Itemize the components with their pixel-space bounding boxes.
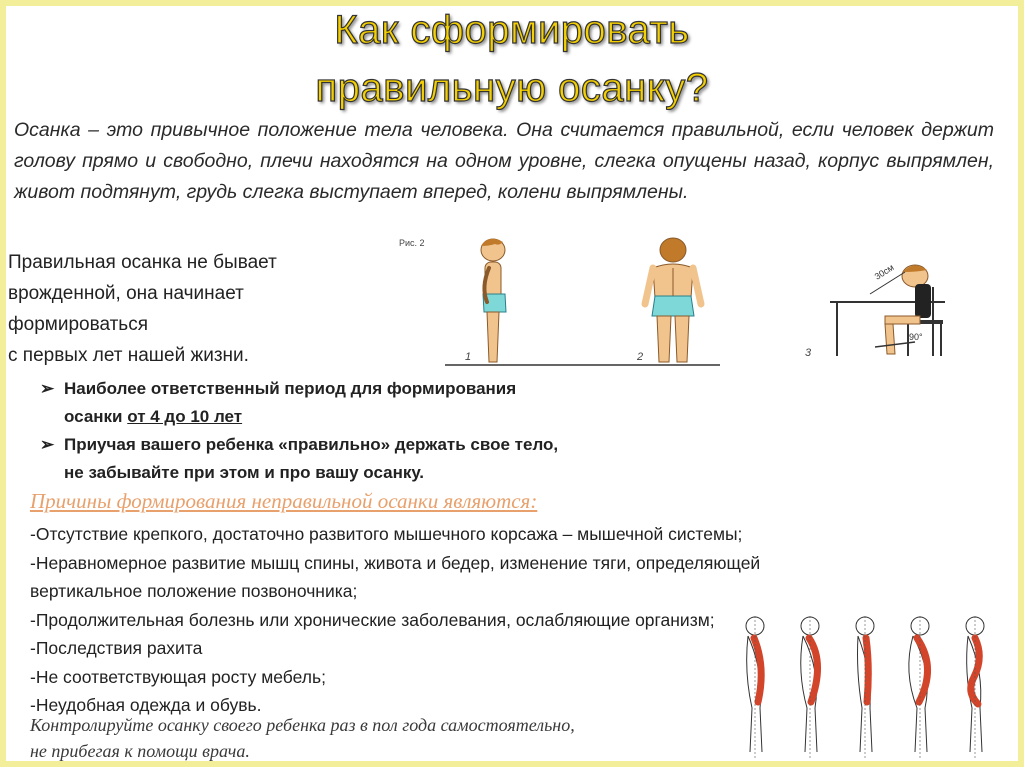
figure-label-3: 3 [805, 347, 812, 359]
figure-sitting-at-desk [805, 262, 945, 359]
causes-heading: Причины формирования неправильной осанки являются: [30, 489, 538, 513]
spine-posture-figures [730, 612, 1010, 762]
control-line-2: не прибегая к помощи врача. [30, 741, 250, 761]
control-advice [30, 712, 730, 764]
figure-caption: Рис. 2 [399, 238, 425, 248]
figure-side-view [465, 239, 506, 363]
figure-back-view [636, 238, 701, 363]
intro-paragraph [8, 247, 353, 371]
bullet-list [40, 375, 660, 487]
control-line-1: Контролируйте осанку своего ребенка раз в пол года самостоятельно, [30, 715, 575, 735]
intro-line-4: с первых лет нашей жизни. [8, 345, 249, 366]
intro-line-2: врожденной, она начинает [8, 283, 244, 304]
title-line-1: Как сформировать [334, 8, 690, 52]
spine-figure [746, 616, 764, 758]
cause-item: -Не соответствующая росту мебель; [30, 666, 326, 687]
cause-item: -Последствия рахита [30, 638, 203, 658]
spine-figure [801, 616, 819, 758]
posture-definition: Осанка – это привычное положение тела человека. Она считается правильной, если человек держит голову прямо и свободно, плечи находятся на одном уровне, слегка опущены назад, корпус выпрямлен, живот подтянут, грудь слегка выступает вперед, колени выпрямлены. [14, 119, 994, 203]
arrow-icon: ➢ [40, 379, 55, 398]
angle-label: 90° [909, 332, 923, 342]
bullet-1-line-1: Наиболее ответственный период для формирования [64, 379, 517, 398]
figure-label-1: 1 [465, 351, 472, 363]
arrow-icon: ➢ [40, 435, 55, 454]
cause-item: -Продолжительная болезнь или хронические заболевания, ослабляющие организм; [30, 609, 715, 630]
distance-label: 30см [872, 262, 896, 282]
title-line-2: правильную осанку? [315, 66, 709, 110]
posture-illustration [385, 232, 965, 372]
bullet-2-line-1: Приучая вашего ребенка «правильно» держать свое тело, [64, 435, 559, 454]
bullet-2-line-2: не забывайте при этом и про вашу осанку. [64, 463, 425, 482]
intro-line-1: Правильная осанка не бывает [8, 252, 277, 273]
cause-item: -Неудобная одежда и обувь. [30, 695, 262, 715]
cause-item: вертикальное положение позвоночника; [30, 581, 358, 601]
age-range: от 4 до 10 лет [127, 407, 243, 426]
intro-line-3: формироваться [8, 314, 148, 335]
bullet-item-1 [40, 375, 660, 431]
spine-figure [856, 616, 874, 758]
figure-label-2: 2 [637, 351, 644, 363]
spine-figure [966, 616, 984, 758]
bullet-1-line-2: осанки от 4 до 10 лет [64, 407, 243, 426]
cause-item: -Отсутствие крепкого, достаточно развитого мышечного корсажа – мышечной системы; [30, 524, 743, 544]
cause-item: -Неравномерное развитие мышц спины, живота и бедер, изменение тяги, определяющей [30, 552, 761, 573]
bullet-item-2 [40, 431, 660, 487]
spine-figure [909, 616, 929, 758]
